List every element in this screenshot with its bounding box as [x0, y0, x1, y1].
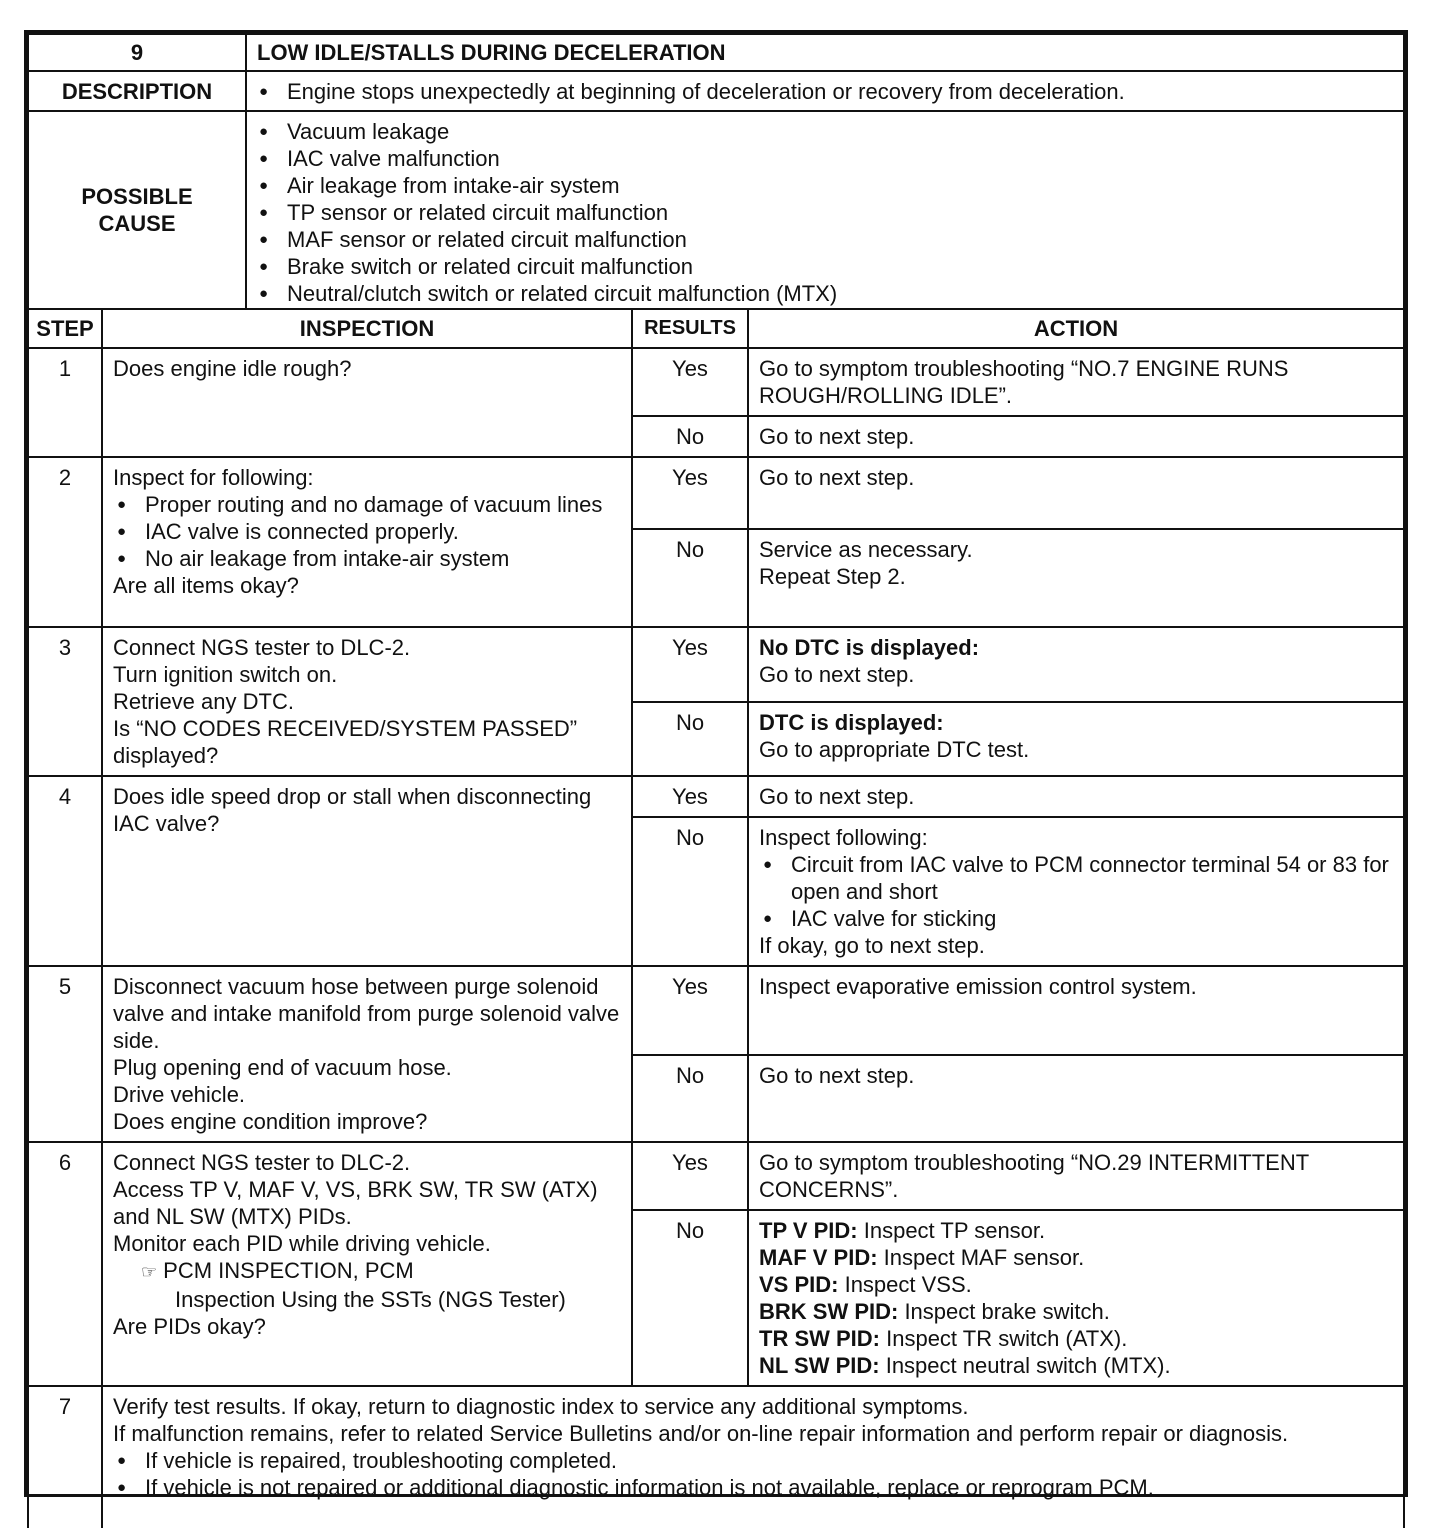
column-step: STEP — [28, 310, 102, 348]
step-inspection: Does idle speed drop or stall when disconnecting IAC valve? — [102, 776, 632, 966]
possible-cause-list — [246, 111, 1404, 309]
action-yes: Go to next step. — [748, 776, 1404, 817]
action-yes: Inspect evaporative emission control system. — [748, 966, 1404, 1055]
step-number: 6 — [28, 1142, 102, 1386]
pid-line: TR SW PID: Inspect TR switch (ATX). — [759, 1326, 1128, 1351]
pid-line: BRK SW PID: Inspect brake switch. — [759, 1299, 1110, 1324]
column-action: ACTION — [748, 310, 1404, 348]
manual-reference: ☞ PCM INSPECTION, PCM Inspection Using the SSTs (NGS Tester) — [141, 1258, 566, 1312]
cause-item: ● TP sensor or related circuit malfunction — [247, 199, 1403, 226]
result-yes: Yes — [632, 348, 748, 416]
action-yes: Go to symptom troubleshooting “NO.29 INTERMITTENT CONCERNS”. — [748, 1142, 1404, 1210]
step-final-instructions: Verify test results. If okay, return to diagnostic index to service any additional symptoms. If malfunction remains, refer to related Service Bulletins and/or on-line repair information and perform repair or diagnosis. ● If vehicle is repaired, troubleshooting completed. ● If vehicle is not repaired or additional diagnostic information is not available, replace or reprogram PCM. — [102, 1386, 1404, 1528]
result-yes: Yes — [632, 1142, 748, 1210]
symptom-title: LOW IDLE/STALLS DURING DECELERATION — [246, 34, 1404, 71]
step-number: 2 — [28, 457, 102, 627]
step-number: 4 — [28, 776, 102, 966]
step-inspection: Disconnect vacuum hose between purge solenoid valve and intake manifold from purge solenoid valve side. Plug opening end of vacuum hose. Drive vehicle. Does engine condition improve? — [102, 966, 632, 1142]
action-yes: Go to symptom troubleshooting “NO.7 ENGINE RUNS ROUGH/ROLLING IDLE”. — [748, 348, 1404, 416]
step-number: 3 — [28, 627, 102, 776]
result-no: No — [632, 529, 748, 627]
action-no: DTC is displayed: Go to appropriate DTC test. — [748, 702, 1404, 777]
action-no: Service as necessary. Repeat Step 2. — [748, 529, 1404, 627]
result-no: No — [632, 702, 748, 777]
result-yes: Yes — [632, 966, 748, 1055]
cause-item: ● MAF sensor or related circuit malfunction — [247, 226, 1403, 253]
column-results: RESULTS — [632, 310, 748, 348]
possible-cause-label: POSSIBLE CAUSE — [28, 111, 246, 309]
inspection-item: ● No air leakage from intake-air system — [113, 545, 621, 572]
result-no: No — [632, 817, 748, 966]
result-no: No — [632, 1210, 748, 1386]
step-inspection: Does engine idle rough? — [102, 348, 632, 457]
cause-item: ● Brake switch or related circuit malfunction — [247, 253, 1403, 280]
troubleshooting-sheet — [24, 30, 1408, 1500]
pid-line: VS PID: Inspect VSS. — [759, 1272, 972, 1297]
description-text: ● Engine stops unexpectedly at beginning of deceleration or recovery from deceleration. — [247, 78, 1403, 105]
description-cell — [246, 71, 1404, 111]
description-label: DESCRIPTION — [28, 71, 246, 111]
reference-pointer-icon: ☞ — [141, 1262, 158, 1282]
symptom-number: 9 — [28, 34, 246, 71]
pid-line: NL SW PID: Inspect neutral switch (MTX). — [759, 1353, 1171, 1378]
cause-item: ● Air leakage from intake-air system — [247, 172, 1403, 199]
cause-item: ● Vacuum leakage — [247, 118, 1403, 145]
cause-item: ● Neutral/clutch switch or related circuit malfunction (MTX) — [247, 280, 1403, 307]
step-number: 5 — [28, 966, 102, 1142]
step-inspection: Inspect for following: ● Proper routing and no damage of vacuum lines ● IAC valve is connected properly. ● No air leakage from intake-air system Are all items okay? — [102, 457, 632, 627]
steps-table — [27, 310, 1405, 1528]
pid-line: TP V PID: Inspect TP sensor. — [759, 1218, 1046, 1243]
action-item: ● Circuit from IAC valve to PCM connector terminal 54 or 83 for open and short — [759, 851, 1393, 905]
action-item: ● IAC valve for sticking — [759, 905, 1393, 932]
action-yes: Go to next step. — [748, 457, 1404, 529]
final-item: ● If vehicle is repaired, troubleshooting completed. — [113, 1447, 1393, 1474]
step-inspection: Connect NGS tester to DLC-2. Access TP V, MAF V, VS, BRK SW, TR SW (ATX) and NL SW (MTX) PIDs. Monitor each PID while driving vehicle. ☞ PCM INSPECTION, PCM Inspection Using the SSTs (NGS Tester) Are PIDs okay? — [102, 1142, 632, 1386]
action-yes: No DTC is displayed: Go to next step. — [748, 627, 1404, 702]
result-yes: Yes — [632, 457, 748, 529]
inspection-item: ● Proper routing and no damage of vacuum lines — [113, 491, 621, 518]
action-no: Go to next step. — [748, 416, 1404, 457]
inspection-item: ● IAC valve is connected properly. — [113, 518, 621, 545]
result-no: No — [632, 1055, 748, 1142]
result-no: No — [632, 416, 748, 457]
action-no — [748, 1210, 1404, 1386]
step-number: 1 — [28, 348, 102, 457]
cause-item: ● IAC valve malfunction — [247, 145, 1403, 172]
final-item: ● If vehicle is not repaired or additional diagnostic information is not available, replace or reprogram PCM. — [113, 1474, 1393, 1501]
step-number: 7 — [28, 1386, 102, 1528]
result-yes: Yes — [632, 627, 748, 702]
pid-line: MAF V PID: Inspect MAF sensor. — [759, 1245, 1085, 1270]
step-inspection: Connect NGS tester to DLC-2. Turn ignition switch on. Retrieve any DTC. Is “NO CODES RECEIVED/SYSTEM PASSED” displayed? — [102, 627, 632, 776]
action-no: Inspect following: ● Circuit from IAC valve to PCM connector terminal 54 or 83 for open and short ● IAC valve for sticking If okay, go to next step. — [748, 817, 1404, 966]
action-no: Go to next step. — [748, 1055, 1404, 1142]
header-table — [27, 33, 1405, 310]
result-yes: Yes — [632, 776, 748, 817]
column-inspection: INSPECTION — [102, 310, 632, 348]
